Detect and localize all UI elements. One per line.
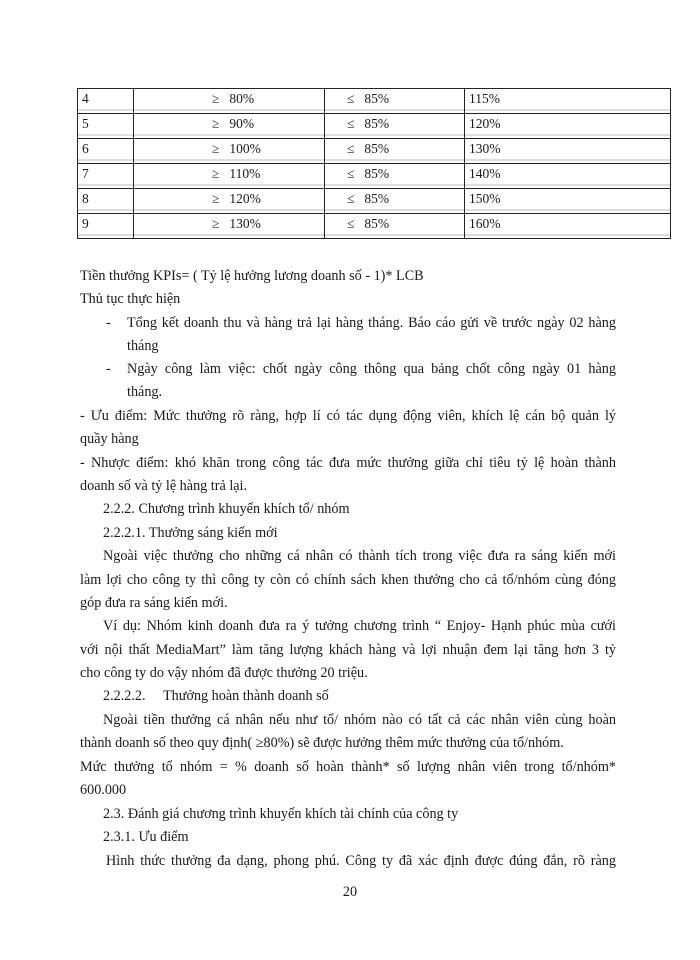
bonus-rate-value: 150% bbox=[469, 191, 501, 206]
table-row bbox=[78, 139, 671, 164]
bonus-rate-cell bbox=[465, 139, 671, 164]
paragraph-1-line-1: Ngoài việc thưởng cho những cá nhân có thành tích trong việc đưa ra sáng kiến mới bbox=[103, 548, 616, 564]
table-row bbox=[78, 89, 671, 114]
page-number: 20 bbox=[342, 884, 358, 900]
lte-symbol: ≤ bbox=[347, 216, 355, 231]
sales-threshold-cell bbox=[134, 214, 325, 239]
return-rate-value: 85% bbox=[364, 166, 390, 181]
return-rate-value: 85% bbox=[364, 141, 390, 156]
level-cell bbox=[78, 114, 134, 139]
return-rate-cell bbox=[325, 114, 465, 139]
paragraph-5-line-1: Hình thức thưởng đa dạng, phong phú. Công ty đã xác định được đúng đắn, rõ ràng bbox=[106, 853, 616, 869]
bullet-2-line-1: Ngày công làm việc: chốt ngày công thông qua bảng chốt công ngày 01 hàng bbox=[127, 361, 616, 377]
sales-threshold-cell bbox=[134, 139, 325, 164]
sales-threshold-cell bbox=[134, 89, 325, 114]
gte-symbol: ≥ bbox=[212, 191, 220, 206]
bonus-rate-value: 160% bbox=[469, 216, 501, 231]
return-rate-value: 85% bbox=[364, 116, 390, 131]
bullet-dash-1: - bbox=[106, 315, 111, 331]
section-2-2-2-2-number: 2.2.2.2. bbox=[103, 688, 146, 704]
level-value: 9 bbox=[82, 216, 89, 231]
paragraph-2-line-2: với nội thất MediaMart” làm tăng lượng khách hàng và lợi nhuận đem lại tăng hơn 3 tỷ bbox=[80, 642, 616, 658]
section-2-3-1-heading: 2.3.1. Ưu điểm bbox=[103, 829, 189, 845]
gte-symbol: ≥ bbox=[212, 216, 220, 231]
return-rate-value: 85% bbox=[364, 91, 390, 106]
bonus-rate-cell bbox=[465, 114, 671, 139]
return-rate-cell bbox=[325, 189, 465, 214]
return-rate-value: 85% bbox=[364, 191, 390, 206]
return-rate-cell bbox=[325, 139, 465, 164]
lte-symbol: ≤ bbox=[347, 91, 355, 106]
return-rate-cell bbox=[325, 164, 465, 189]
procedure-heading: Thủ tục thực hiện bbox=[80, 291, 181, 307]
disadvantage-line-1: - Nhược điểm: khó khăn trong công tác đưa mức thưởng giữa chỉ tiêu tỷ lệ hoàn thành bbox=[80, 455, 616, 471]
sales-threshold-value: 110% bbox=[229, 166, 261, 181]
bullet-dash-2: - bbox=[106, 361, 111, 377]
sales-threshold-cell bbox=[134, 189, 325, 214]
bonus-rate-cell bbox=[465, 164, 671, 189]
lte-symbol: ≤ bbox=[347, 166, 355, 181]
lte-symbol: ≤ bbox=[347, 191, 355, 206]
gte-symbol: ≥ bbox=[212, 91, 220, 106]
gte-symbol: ≥ bbox=[212, 141, 220, 156]
section-2-2-2-1-heading: 2.2.2.1. Thưởng sáng kiến mới bbox=[103, 525, 278, 541]
disadvantage-line-2: doanh số và tỷ lệ hàng trả lại. bbox=[80, 478, 248, 494]
kpi-formula: Tiền thưởng KPIs= ( Tỷ lệ hưởng lương doanh số - 1)* LCB bbox=[80, 268, 424, 284]
bonus-rate-cell bbox=[465, 89, 671, 114]
paragraph-3-line-1: Ngoài tiền thưởng cá nhân nếu như tổ/ nhóm nào có tất cả các nhân viên cùng hoàn bbox=[103, 712, 616, 728]
section-2-2-2-2-title: Thưởng hoàn thành doanh số bbox=[163, 688, 329, 704]
sales-threshold-cell bbox=[134, 164, 325, 189]
sales-threshold-cell bbox=[134, 114, 325, 139]
level-value: 4 bbox=[82, 91, 89, 106]
paragraph-2-line-3: cho công ty do vậy nhóm đã được thưởng 20 triệu. bbox=[80, 665, 368, 681]
bonus-rate-cell bbox=[465, 189, 671, 214]
level-cell bbox=[78, 189, 134, 214]
level-cell bbox=[78, 164, 134, 189]
bullet-1-line-1: Tổng kết doanh thu và hàng trả lại hàng tháng. Báo cáo gửi về trước ngày 02 hàng bbox=[127, 315, 616, 331]
bonus-rate-value: 140% bbox=[469, 166, 501, 181]
level-value: 6 bbox=[82, 141, 89, 156]
section-2-3-heading: 2.3. Đánh giá chương trình khuyến khích tài chính của công ty bbox=[103, 806, 459, 822]
table-row bbox=[78, 114, 671, 139]
kpi-table-body bbox=[78, 89, 671, 239]
paragraph-4-line-1: Mức thưởng tổ nhóm = % doanh số hoàn thành* số lượng nhân viên trong tổ/nhóm* bbox=[80, 759, 616, 775]
level-value: 7 bbox=[82, 166, 89, 181]
gte-symbol: ≥ bbox=[212, 166, 220, 181]
level-cell bbox=[78, 139, 134, 164]
return-rate-cell bbox=[325, 214, 465, 239]
return-rate-value: 85% bbox=[364, 216, 390, 231]
sales-threshold-value: 100% bbox=[229, 141, 261, 156]
bonus-rate-value: 120% bbox=[469, 116, 501, 131]
bullet-1-line-2: tháng bbox=[127, 338, 159, 354]
sales-threshold-value: 80% bbox=[229, 91, 255, 106]
table-row bbox=[78, 164, 671, 189]
paragraph-2-line-1: Ví dụ: Nhóm kinh doanh đưa ra ý tưởng chương trình “ Enjoy- Hạnh phúc mùa cưới bbox=[103, 618, 616, 634]
bonus-rate-value: 130% bbox=[469, 141, 501, 156]
advantage-line-2: quầy hàng bbox=[80, 431, 139, 447]
paragraph-4-line-2: 600.000 bbox=[80, 782, 127, 798]
lte-symbol: ≤ bbox=[347, 116, 355, 131]
bonus-rate-value: 115% bbox=[469, 91, 500, 106]
paragraph-1-line-3: góp đưa ra sáng kiến mới. bbox=[80, 595, 228, 611]
sales-threshold-value: 90% bbox=[229, 116, 255, 131]
level-cell bbox=[78, 214, 134, 239]
kpi-bonus-table bbox=[77, 88, 671, 239]
advantage-line-1: - Ưu điểm: Mức thưởng rõ ràng, hợp lí có tác dụng động viên, khích lệ cán bộ quản lý bbox=[80, 408, 616, 424]
sales-threshold-value: 130% bbox=[229, 216, 261, 231]
table-row bbox=[78, 189, 671, 214]
paragraph-1-line-2: làm lợi cho công ty thì công ty còn có chính sách khen thưởng cho cả tổ/nhóm cùng đóng bbox=[80, 572, 616, 588]
level-value: 5 bbox=[82, 116, 89, 131]
table-row bbox=[78, 214, 671, 239]
section-2-2-2-heading: 2.2.2. Chương trình khuyến khích tổ/ nhóm bbox=[103, 501, 350, 517]
return-rate-cell bbox=[325, 89, 465, 114]
bullet-2-line-2: tháng. bbox=[127, 384, 163, 400]
bonus-rate-cell bbox=[465, 214, 671, 239]
sales-threshold-value: 120% bbox=[229, 191, 261, 206]
gte-symbol: ≥ bbox=[212, 116, 220, 131]
lte-symbol: ≤ bbox=[347, 141, 355, 156]
level-cell bbox=[78, 89, 134, 114]
level-value: 8 bbox=[82, 191, 89, 206]
paragraph-3-line-2: thành doanh số theo quy định( ≥80%) sẽ được hưởng thêm mức thưởng của tổ/nhóm. bbox=[80, 735, 564, 751]
